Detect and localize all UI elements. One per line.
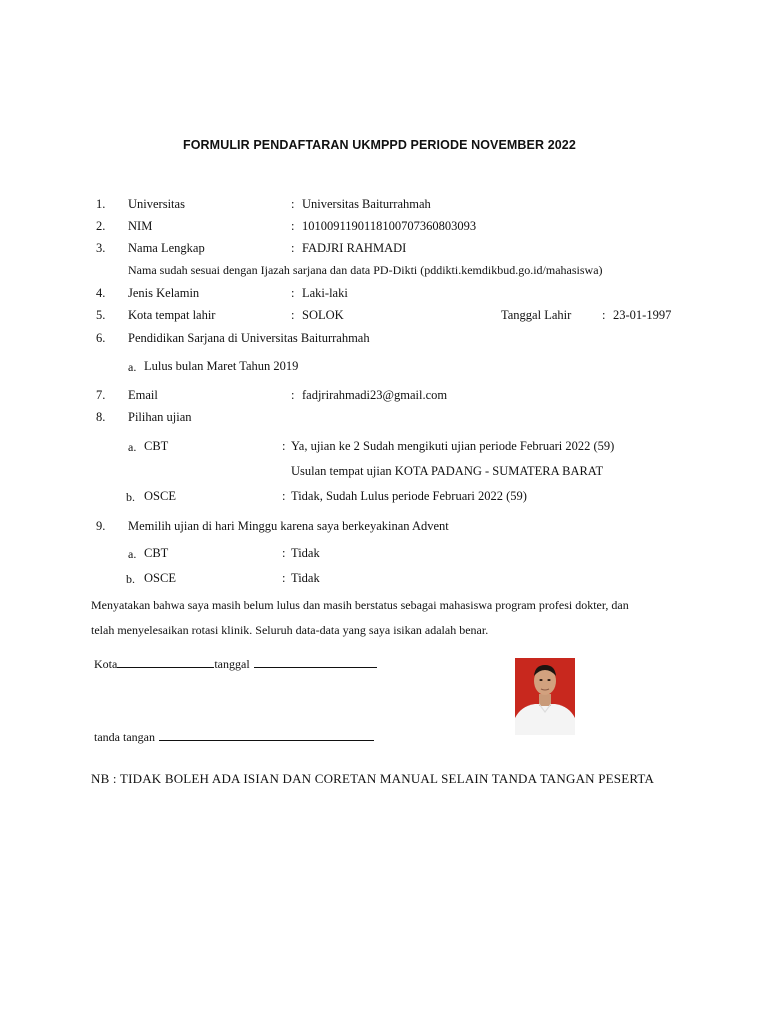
field-label-pendidikan: Pendidikan Sarjana di Universitas Baiturrahmah [128, 331, 370, 345]
field-value-nama: FADJRI RAHMADI [302, 241, 407, 255]
field-value-tanggal-lahir: 23-01-1997 [613, 308, 672, 322]
nb-notice: NB : TIDAK BOLEH ADA ISIAN DAN CORETAN MANUAL SELAIN TANDA TANGAN PESERTA [91, 771, 655, 786]
option-label-cbt: CBT [144, 546, 169, 560]
colon: : [291, 286, 295, 300]
ttd-label: tanda tangan [94, 730, 155, 744]
field-label-universitas: Universitas [128, 197, 185, 211]
item-number: 1. [96, 197, 106, 211]
signature-place-date-line [94, 656, 377, 670]
field-label-tanggal-lahir: Tanggal Lahir [501, 308, 572, 322]
form-title: FORMULIR PENDAFTARAN UKMPPD PERIODE NOVEMBER 2022 [183, 138, 576, 152]
item-number: 6. [96, 331, 106, 345]
colon: : [282, 571, 286, 585]
sub-letter: b. [126, 572, 135, 586]
sub-letter: a. [128, 440, 137, 454]
sub-letter: b. [126, 490, 135, 504]
option-label-osce: OSCE [144, 489, 176, 503]
colon: : [282, 489, 286, 503]
colon: : [282, 439, 286, 453]
field-label-nama: Nama Lengkap [128, 241, 205, 255]
item-number: 7. [96, 388, 106, 402]
field-value-nim: 1010091190118100707360803093 [302, 219, 477, 233]
option-value-osce: Tidak, Sudah Lulus periode Februari 2022 (59) [291, 489, 527, 503]
field-label-minggu: Memilih ujian di hari Minggu karena saya berkeyakinan Advent [128, 519, 449, 533]
name-note: Nama sudah sesuai dengan Ijazah sarjana dan data PD-Dikti (pddikti.kemdikbud.go.id/mahasiswa) [128, 263, 603, 277]
colon: : [291, 197, 295, 211]
item-number: 9. [96, 519, 106, 533]
field-label-pilihan-ujian: Pilihan ujian [128, 410, 192, 424]
tanggal-blank [254, 656, 377, 668]
option-value-cbt-minggu: Tidak [291, 546, 320, 560]
colon: : [291, 219, 295, 233]
tanggal-label: tanggal [214, 657, 250, 671]
signature-line [94, 729, 374, 743]
option-label-osce: OSCE [144, 571, 176, 585]
item-number: 4. [96, 286, 106, 300]
field-value-jenis-kelamin: Laki-laki [302, 286, 348, 300]
field-label-jenis-kelamin: Jenis Kelamin [128, 286, 200, 300]
colon: : [291, 241, 295, 255]
sub-letter: a. [128, 547, 137, 561]
applicant-photo [515, 658, 575, 735]
colon: : [291, 308, 295, 322]
kota-blank [117, 656, 214, 668]
option-label-cbt: CBT [144, 439, 169, 453]
field-label-nim: NIM [128, 219, 153, 233]
colon: : [282, 546, 286, 560]
colon: : [291, 388, 295, 402]
statement-line-2: telah menyelesaikan rotasi klinik. Seluruh data-data yang saya isikan adalah benar. [91, 623, 489, 637]
statement-line-1: Menyatakan bahwa saya masih belum lulus dan masih berstatus sebagai mahasiswa program profesi dokter, dan [91, 598, 629, 612]
field-label-email: Email [128, 388, 158, 402]
sub-letter: a. [128, 360, 137, 374]
kota-label: Kota [94, 657, 118, 671]
item-number: 8. [96, 410, 106, 424]
signature-blank [159, 729, 374, 741]
option-value-cbt: Ya, ujian ke 2 Sudah mengikuti ujian periode Februari 2022 (59) [291, 439, 615, 453]
graduation-info: Lulus bulan Maret Tahun 2019 [144, 359, 299, 373]
option-value-osce-minggu: Tidak [291, 571, 320, 585]
item-number: 2. [96, 219, 106, 233]
exam-location: Usulan tempat ujian KOTA PADANG - SUMATERA BARAT [291, 464, 604, 478]
field-label-kota-lahir: Kota tempat lahir [128, 308, 216, 322]
item-number: 3. [96, 241, 106, 255]
field-value-email: fadjrirahmadi23@gmail.com [302, 388, 448, 402]
field-value-universitas: Universitas Baiturrahmah [302, 197, 431, 211]
colon: : [602, 308, 606, 322]
item-number: 5. [96, 308, 106, 322]
field-value-kota-lahir: SOLOK [302, 308, 344, 322]
applicant-photo-image [515, 658, 575, 735]
